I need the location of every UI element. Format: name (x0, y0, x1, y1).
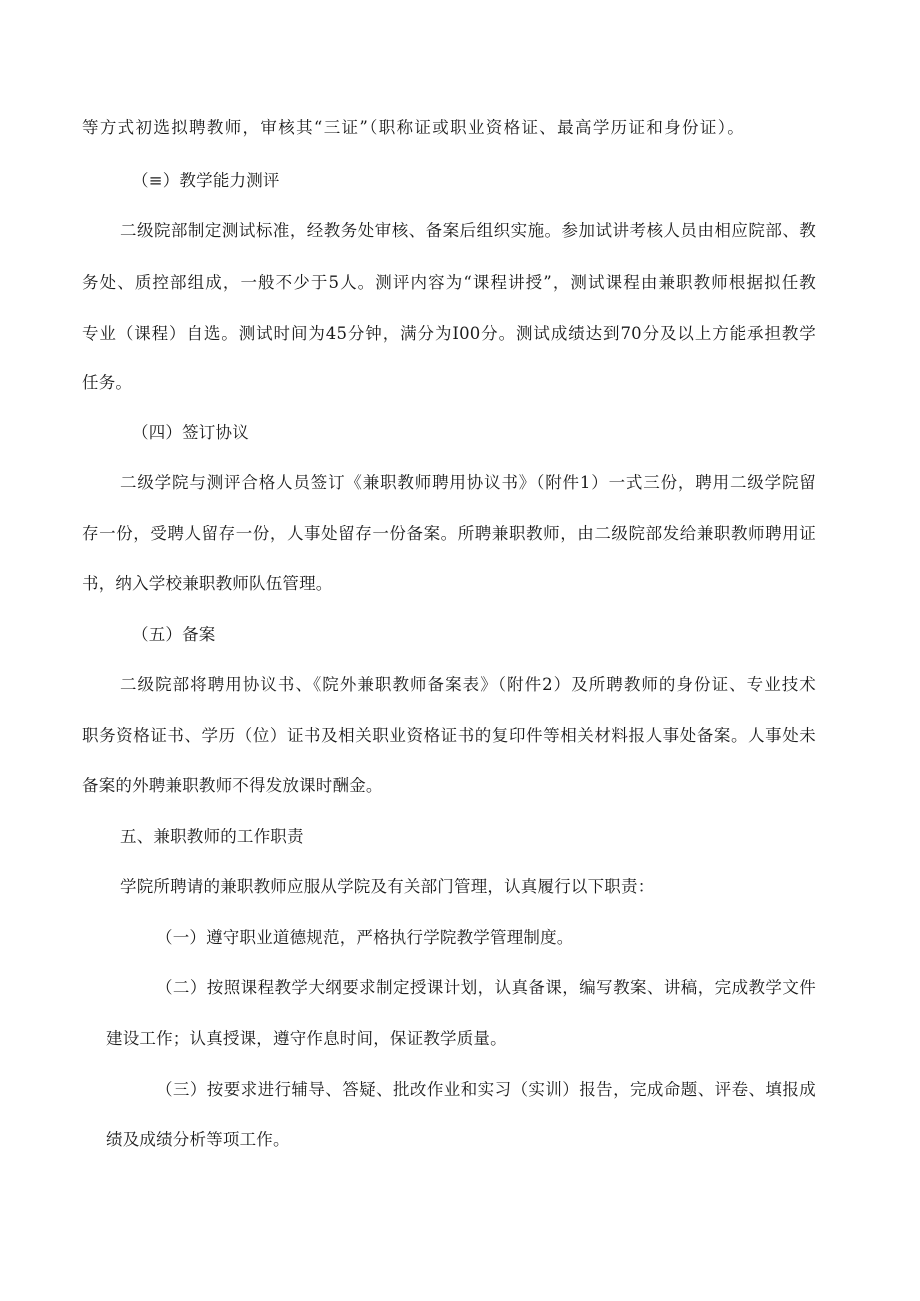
section-heading: （四）签订协议 (132, 423, 249, 442)
paragraph-line: 二级学院与测评合格人员签订《兼职教师聘用协议书》（附件1）一式三份，聘用二级学院留 (120, 473, 816, 492)
paragraph-line: 二级院部将聘用协议书、《院外兼职教师备案表》（附件2）及所聘教师的身份证、专业技术 (120, 675, 816, 694)
paragraph-line: 务处、质控部组成，一般不少于5人。测评内容为“课程讲授”，测试课程由兼职教师根据拟任教 (82, 273, 816, 292)
paragraph-line: 学院所聘请的兼职教师应服从学院及有关部门管理，认真履行以下职责： (120, 877, 655, 896)
paragraph-line: 专业（课程）自选。测试时间为45分钟，满分为I00分。测试成绩达到70分及以上方能承担教学 (82, 324, 816, 343)
paragraph-line: 职务资格证书、学历（位）证书及相关职业资格证书的复印件等相关材料报人事处备案。人事处未 (82, 726, 816, 745)
paragraph-line: 备案的外聘兼职教师不得发放课时酬金。 (82, 776, 383, 795)
paragraph-line: 书，纳入学校兼职教师队伍管理。 (82, 574, 333, 593)
paragraph-line: 等方式初选拟聘教师，审核其“三证”（职称证或职业资格证、最高学历证和身份证）。 (82, 118, 744, 137)
duty-item: （二）按照课程教学大纲要求制定授课计划，认真备课，编写教案、讲稿，完成教学文件 (156, 978, 816, 997)
paragraph-line: 任务。 (82, 373, 133, 392)
section-heading: （五）备案 (132, 625, 216, 644)
paragraph-line: 二级院部制定测试标准，经教务处审核、备案后组织实施。参加试讲考核人员由相应院部、教 (120, 221, 816, 240)
section-heading: （≡）教学能力测评 (132, 171, 280, 190)
section-heading: 五、兼职教师的工作职责 (120, 827, 304, 846)
duty-item-continuation: 建设工作；认真授课，遵守作息时间，保证教学质量。 (106, 1029, 507, 1048)
duty-item: （三）按要求进行辅导、答疑、批改作业和实习（实训）报告，完成命题、评卷、填报成 (156, 1080, 816, 1099)
paragraph-line: 存一份，受聘人留存一份，人事处留存一份备案。所聘兼职教师，由二级院部发给兼职教师聘用证 (82, 524, 816, 543)
duty-item: （一）遵守职业道德规范，严格执行学院教学管理制度。 (156, 928, 574, 947)
duty-item-continuation: 绩及成绩分析等项工作。 (106, 1130, 290, 1149)
